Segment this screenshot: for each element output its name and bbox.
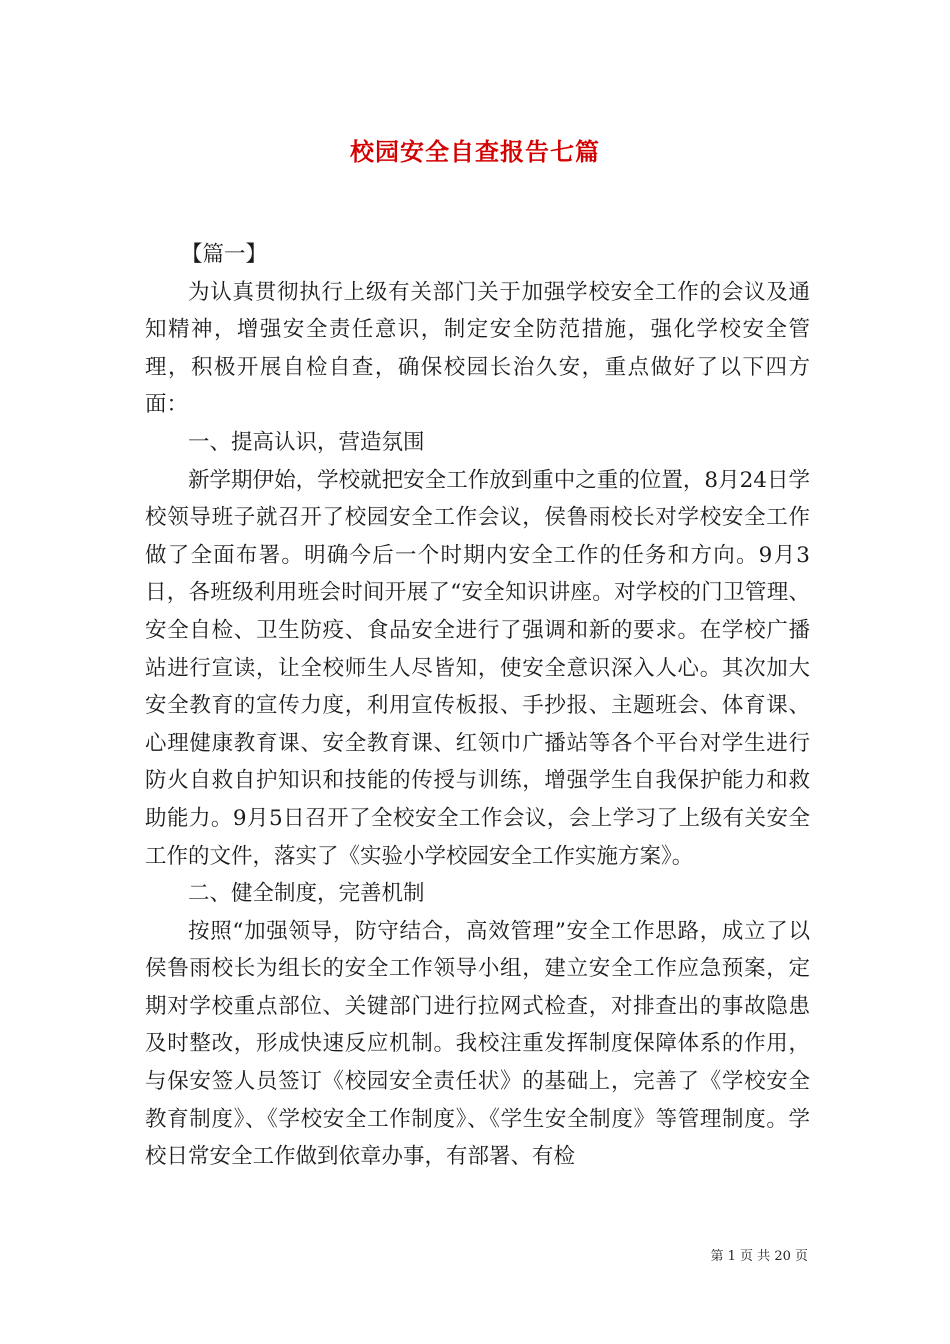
document-title: 校园安全自查报告七篇 xyxy=(350,137,600,166)
heading-section-2: 二、健全制度，完善机制 xyxy=(188,881,425,907)
page-number-footer: 第 1 页 共 20 页 xyxy=(710,1249,808,1264)
paragraph-intro: 为认真贯彻执行上级有关部门关于加强学校安全工作的会议及通知精神，增强安全责任意识，制定安全防范措施，强化学校安全管理，积极开展自检自查，确保校园长治久安，重点做好了以下四方面： xyxy=(145,279,810,418)
section-label: 【篇一】 xyxy=(181,242,268,267)
paragraph-section-2: 按照“加强领导，防守结合，高效管理”安全工作思路，成立了以侯鲁雨校长为组长的安全工作领导小组，建立安全工作应急预案，定期对学校重点部位、关键部门进行拉网式检查，对排查出的事故隐患及时整改，形成快速反应机制。我校注重发挥制度保障体系的作用，与保安签人员签订《校园安全责任状》的基础上，完善了《学校安全教育制度》、《学校安全工作制度》、《学生安全制度》等管理制度。学校日常安全工作做到依章办事，有部署、有检 xyxy=(145,918,810,1170)
paragraph-section-1: 新学期伊始，学校就把安全工作放到重中之重的位置，8月24日学校领导班子就召开了校园安全工作会议，侯鲁雨校长对学校安全工作做了全面布署。明确今后一个时期内安全工作的任务和方向。9月3日，各班级利用班会时间开展了“安全知识讲座。对学校的门卫管理、安全自检、卫生防疫、食品安全进行了强调和新的要求。在学校广播站进行宣读，让全校师生人尽皆知，使安全意识深入人心。其次加大安全教育的宣传力度，利用宣传板报、手抄报、主题班会、体育课、心理健康教育课、安全教育课、红领巾广播站等各个平台对学生进行防火自救自护知识和技能的传授与训练，增强学生自我保护能力和救助能力。9月5日召开了全校安全工作会议，会上学习了上级有关安全工作的文件，落实了《实验小学校园安全工作实施方案》。 xyxy=(145,467,810,869)
heading-section-1: 一、提高认识，营造氛围 xyxy=(188,429,425,455)
document-body xyxy=(145,236,810,1176)
